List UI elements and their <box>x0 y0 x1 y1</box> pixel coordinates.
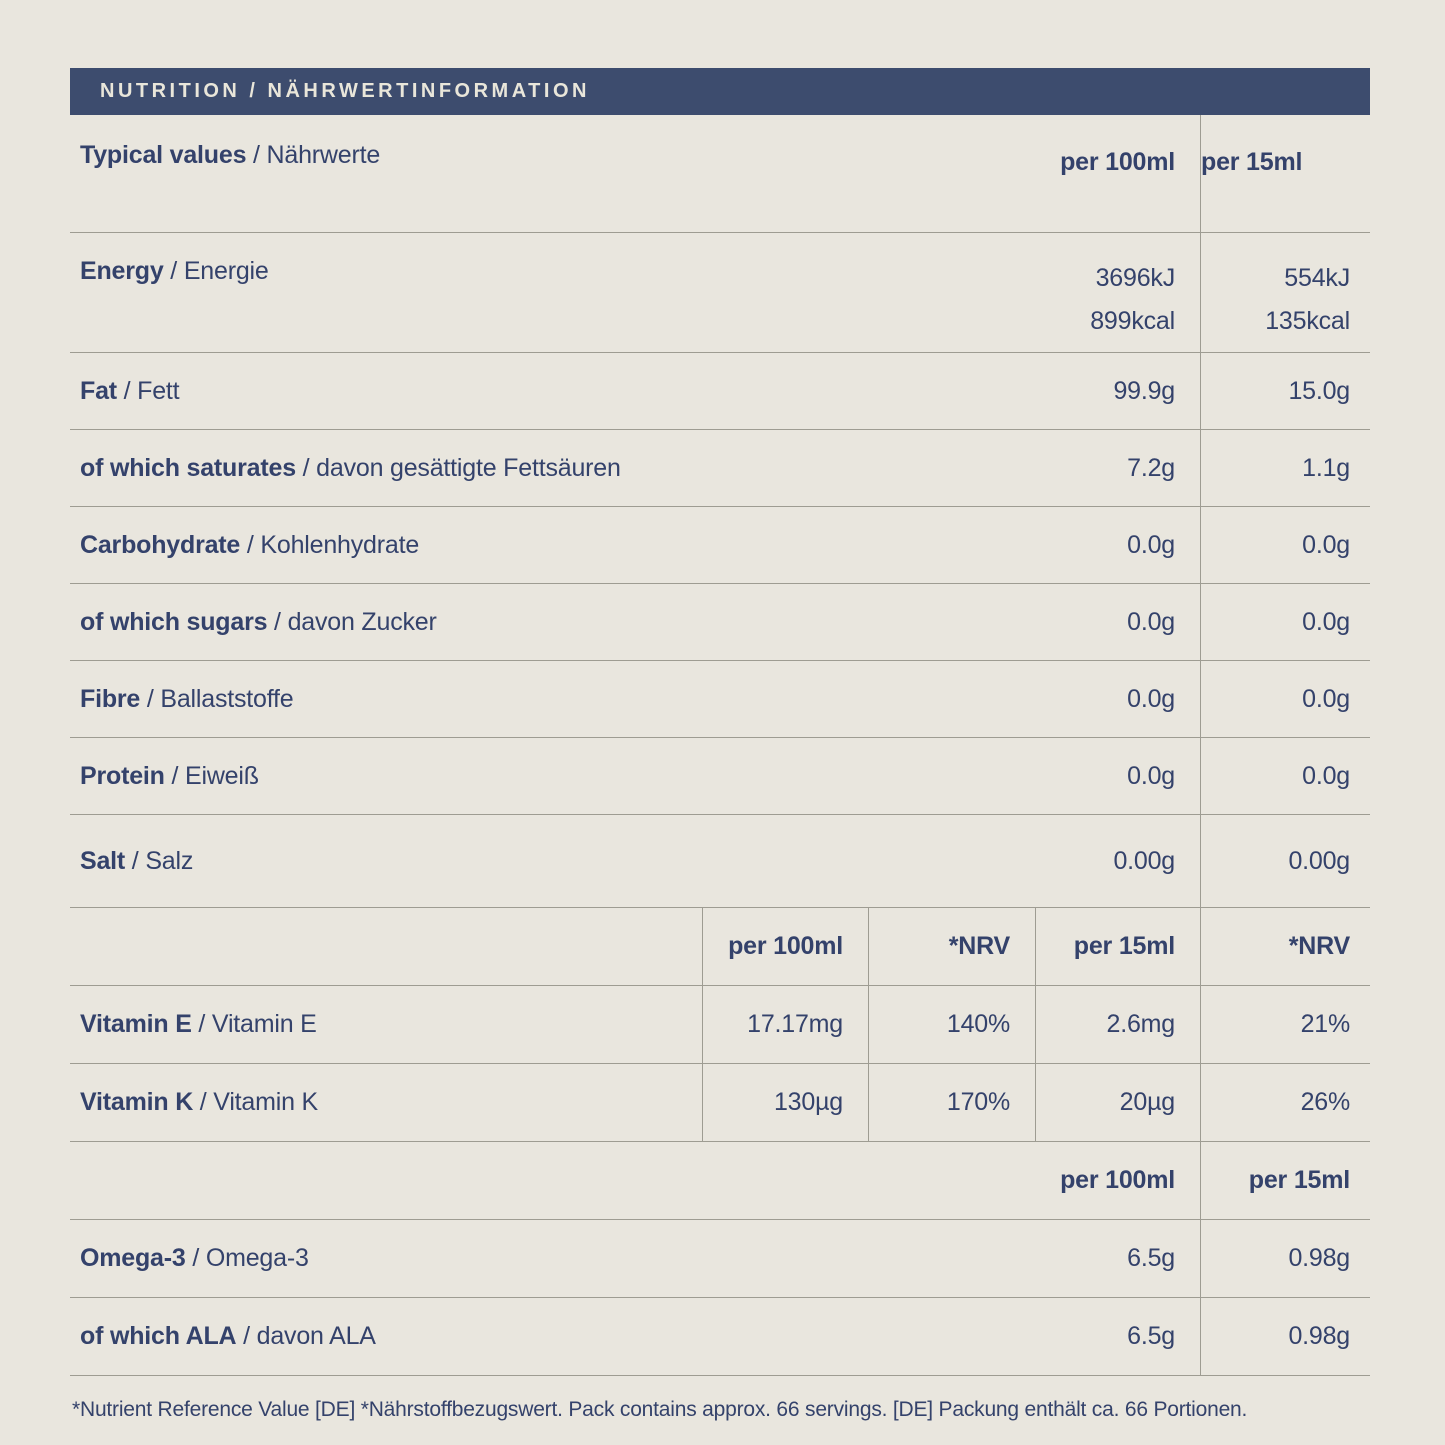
table-row-saturates <box>70 430 1370 507</box>
value-per-15ml: 0.0g <box>1302 530 1350 559</box>
table-row-carbohydrate <box>70 507 1370 584</box>
table-header-row <box>70 115 1370 233</box>
vitamins-column-per-15ml: per 15ml <box>1073 932 1175 960</box>
value-per-100ml: 0.0g <box>1127 761 1175 790</box>
typical-values-label: Typical values / Nährwerte <box>80 141 381 169</box>
table-row-vitamin-e <box>70 986 1370 1064</box>
value-per-15ml: 0.98g <box>1288 1322 1350 1350</box>
nutrition-header-title: NUTRITION / NÄHRWERTINFORMATION <box>100 80 590 102</box>
nrv-per-15ml: 21% <box>1300 1010 1350 1038</box>
value-per-100ml: 0.0g <box>1127 530 1175 559</box>
table-row-omega-3 <box>70 1220 1370 1298</box>
omega-column-per-15ml: per 15ml <box>1248 1166 1350 1194</box>
row-label: Fibre / Ballaststoffe <box>80 684 294 713</box>
row-label: Carbohydrate / Kohlenhydrate <box>80 530 420 559</box>
nutrition-panel <box>70 68 1370 1422</box>
value-per-100ml: 0.00g <box>1113 846 1175 875</box>
nrv-per-15ml: 26% <box>1300 1088 1350 1116</box>
nutrition-header-bar <box>70 68 1370 115</box>
table-row-fat <box>70 353 1370 430</box>
row-label: of which saturates / davon gesättigte Fettsäuren <box>80 453 621 482</box>
column-header-per-100ml: per 100ml <box>1060 148 1175 176</box>
nrv-per-100ml: 140% <box>946 1010 1010 1038</box>
nrv-per-100ml: 170% <box>946 1088 1010 1116</box>
table-row-protein <box>70 738 1370 815</box>
row-label: Salt / Salz <box>80 846 194 875</box>
value-per-100ml: 3696kJ 899kcal <box>1090 264 1175 335</box>
value-per-15ml: 0.0g <box>1302 761 1350 790</box>
value-per-15ml: 0.0g <box>1302 684 1350 713</box>
value-per-100ml: 17.17mg <box>747 1010 843 1038</box>
value-per-100ml: 6.5g <box>1127 1322 1175 1350</box>
value-per-100ml: 0.0g <box>1127 607 1175 636</box>
value-per-15ml: 0.0g <box>1302 607 1350 636</box>
table-row-sugars <box>70 584 1370 661</box>
row-label: of which ALA / davon ALA <box>80 1322 376 1350</box>
value-per-100ml: 130µg <box>773 1088 843 1116</box>
row-label: Omega-3 / Omega-3 <box>80 1244 309 1272</box>
table-row-energy <box>70 233 1370 353</box>
value-per-100ml: 6.5g <box>1127 1244 1175 1272</box>
value-per-100ml: 0.0g <box>1127 684 1175 713</box>
table-row-salt <box>70 815 1370 908</box>
omega-header-row <box>70 1142 1370 1220</box>
value-per-15ml: 0.98g <box>1288 1244 1350 1272</box>
value-per-15ml: 554kJ 135kcal <box>1265 264 1350 335</box>
table-row-vitamin-k <box>70 1064 1370 1142</box>
value-per-15ml: 0.00g <box>1288 846 1350 875</box>
value-per-100ml: 99.9g <box>1113 376 1175 405</box>
footnote: *Nutrient Reference Value [DE] *Nährstoffbezugswert. Pack contains approx. 66 servings. [DE] Packung enthält ca. 66 Portionen. <box>72 1398 1248 1421</box>
row-label: Energy / Energie <box>80 257 269 285</box>
row-label: Vitamin K / Vitamin K <box>80 1088 319 1116</box>
row-label: Vitamin E / Vitamin E <box>80 1010 317 1038</box>
omega-column-per-100ml: per 100ml <box>1060 1166 1175 1194</box>
value-per-100ml: 7.2g <box>1127 453 1175 482</box>
row-label: Protein / Eiweiß <box>80 761 259 790</box>
row-label: of which sugars / davon Zucker <box>80 607 437 636</box>
value-per-15ml: 1.1g <box>1302 453 1350 482</box>
vitamins-header-row <box>70 908 1370 986</box>
row-label: Fat / Fett <box>80 376 180 405</box>
table-row-fibre <box>70 661 1370 738</box>
vitamins-column-per-100ml: per 100ml <box>728 932 843 960</box>
vitamins-column-nrv-100ml: *NRV <box>948 932 1010 960</box>
value-per-15ml: 2.6mg <box>1106 1010 1175 1038</box>
value-per-15ml: 15.0g <box>1288 376 1350 405</box>
table-row-ala <box>70 1298 1370 1376</box>
column-header-per-15ml: per 15ml <box>1201 148 1303 176</box>
vitamins-column-nrv-15ml: *NRV <box>1288 932 1350 960</box>
value-per-15ml: 20µg <box>1119 1088 1175 1116</box>
